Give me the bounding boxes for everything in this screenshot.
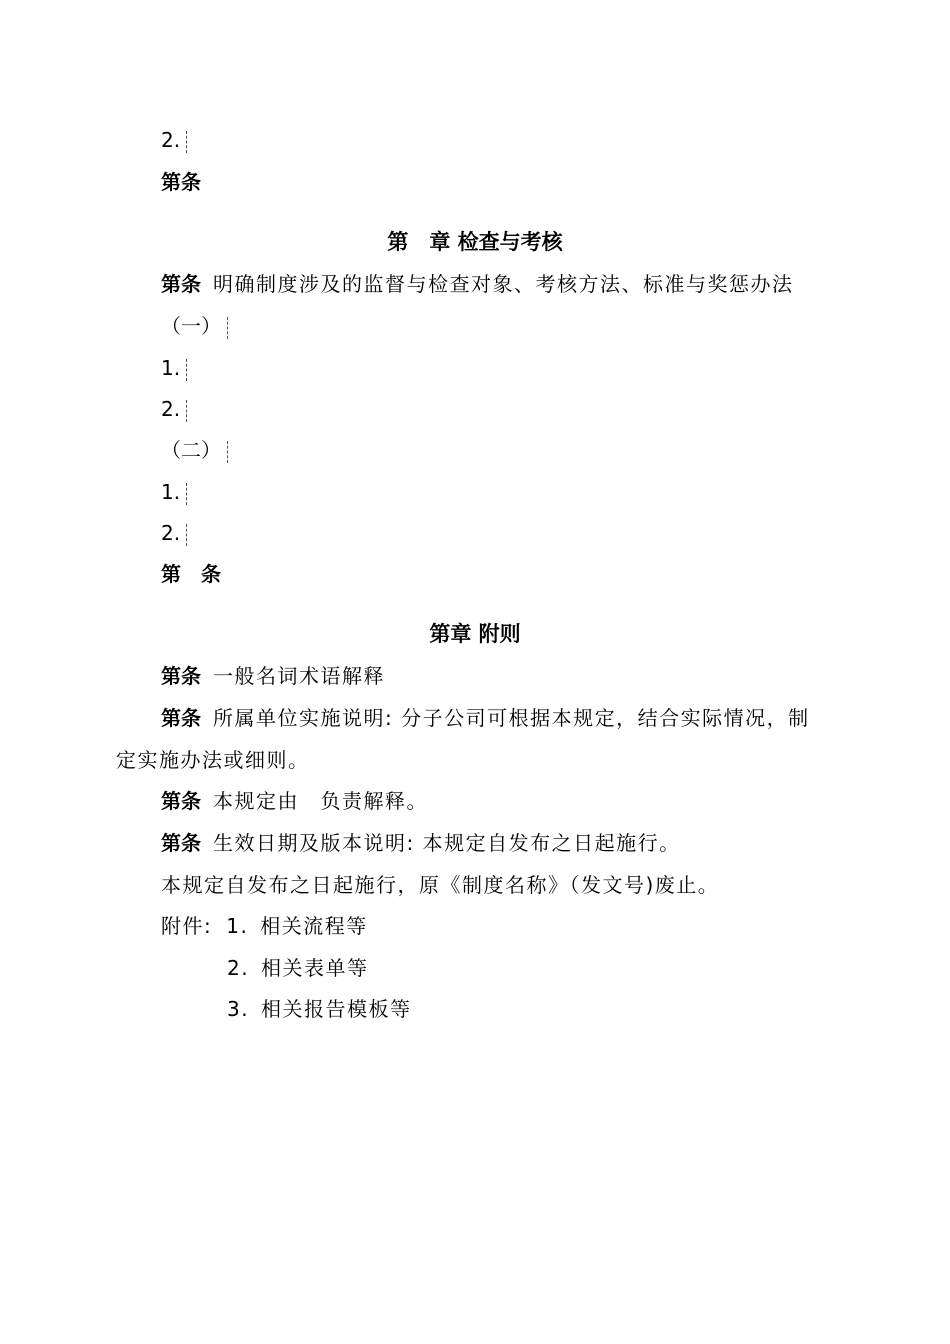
attachment-text: 相关表单等 (261, 956, 369, 980)
list-item (161, 128, 187, 153)
article-text: 所属单位实施说明: 分子公司可根据本规定，结合实际情况，制 (213, 706, 810, 730)
article-label: 第条 (161, 272, 201, 296)
effective-statement: 本规定自发布之日起施行，原《制度名称》（发文号)废止。 (161, 873, 720, 897)
field-marker (227, 317, 228, 339)
item-number: 1. (161, 480, 181, 504)
article-label: 第 条 (161, 562, 221, 586)
item-number: 2. (161, 128, 181, 152)
attachment-number: 1. (226, 914, 249, 938)
article-text: 生效日期及版本说明: 本规定自发布之日起施行。 (213, 831, 681, 855)
subsection-heading (161, 314, 228, 339)
item-number: 1. (161, 356, 181, 380)
article-paragraph (161, 706, 810, 730)
list-item (161, 356, 187, 381)
article-label: 第条 (161, 831, 201, 855)
list-item (161, 521, 187, 546)
article-paragraph (161, 789, 428, 813)
attachment-item (227, 956, 369, 980)
list-item (161, 397, 187, 422)
attachment-text: 相关报告模板等 (261, 997, 412, 1021)
attachment-item (227, 997, 412, 1021)
field-marker (186, 131, 187, 153)
article-paragraph (161, 272, 794, 296)
field-marker (186, 524, 187, 546)
field-marker (186, 359, 187, 381)
subsection-label: （二） (161, 438, 221, 462)
article-text-continued: 定实施办法或细则。 (116, 748, 310, 772)
attachment-number: 2. (227, 956, 250, 980)
chapter-heading: 第 章 检查与考核 (387, 230, 563, 254)
article-label: 第条 (161, 664, 201, 688)
article-label: 第条 (161, 170, 201, 194)
attachment-item (161, 914, 368, 938)
article-label: 第条 (161, 789, 201, 813)
subsection-heading (161, 438, 228, 463)
article-text: 一般名词术语解释 (213, 664, 385, 688)
article-text: 明确制度涉及的监督与检查对象、考核方法、标准与奖惩办法 (213, 272, 794, 296)
article-label: 第条 (161, 706, 201, 730)
chapter-heading: 第章 附则 (429, 622, 521, 646)
field-marker (186, 400, 187, 422)
article-paragraph (161, 831, 681, 855)
attachment-text: 相关流程等 (260, 914, 368, 938)
attachment-number: 3. (227, 997, 250, 1021)
field-marker (227, 441, 228, 463)
field-marker (186, 483, 187, 505)
item-number: 2. (161, 521, 181, 545)
attachments-label: 附件: (161, 914, 213, 938)
article-text: 本规定由 负责解释。 (213, 789, 428, 813)
list-item (161, 480, 187, 505)
subsection-label: （一） (161, 314, 221, 338)
item-number: 2. (161, 397, 181, 421)
article-paragraph (161, 664, 385, 688)
